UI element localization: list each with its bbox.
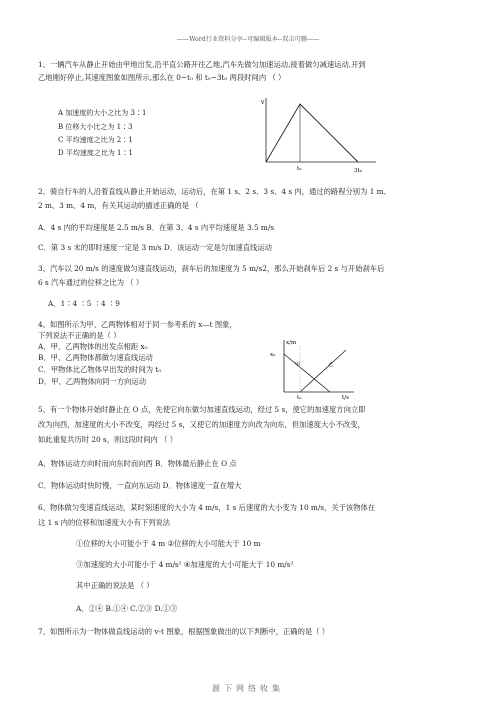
q2-line1: 2、骑自行车的人沿着直线从静止开始运动，运动后，在第 1 s、2 s、3 s、4 s 内，通过的路程分别为 1 m、 bbox=[38, 187, 391, 196]
q4-line-jia bbox=[284, 354, 330, 392]
q4-option-d: D．甲、乙两物体向同一方向运动 bbox=[38, 377, 147, 386]
q5-line4: A．物体运动方向时而向东时而向西 B．物体最后静止在 O 点 bbox=[38, 459, 237, 468]
q6-prompt: 其中正确的说法是 （ ） bbox=[76, 581, 154, 590]
q4-option-a: A．甲、乙两物体的出发点相距 x₀ bbox=[38, 342, 148, 351]
q1-line2: 乙地刚好停止,其速度图象如图所示,那么在 0~t₀ 和 t₀~3t₀ 两段时间内 （ ） bbox=[38, 73, 286, 82]
page-footer: 源下网络收集 bbox=[212, 684, 284, 693]
q2-line3: A．4 s 内的平均速度是 2.5 m/s B．在第 3、4 s 内平均速度是 3.5 m/s bbox=[38, 223, 275, 232]
q1-velocity-graph bbox=[258, 94, 378, 176]
q4-x-label: x/m bbox=[286, 340, 297, 346]
q3-line1: 3、汽车以 20 m/s 的速度做匀速直线运动，刹车后的加速度为 5 m/s2，那么开始刹车后 2 s 与开始刹车后 bbox=[38, 264, 385, 273]
q6-statement-3-4: ③加速度的大小可能小于 4 m/s² ④加速度的大小可能大于 10 m/s² bbox=[76, 560, 294, 569]
q1-option-b: B 位移大小比之为 1∶3 bbox=[58, 123, 133, 131]
q2-line4: C．第 3 s 末的即时速度一定是 3 m/s D．该运动一定是匀加速直线运动 bbox=[38, 243, 272, 252]
q5-line3: 如此重复共历时 20 s，则这段时间内 （ ） bbox=[38, 435, 178, 444]
q1-t0-label: t₀ bbox=[297, 166, 302, 172]
q6-options: A．②④ B.①④ C.②③ D.①③ bbox=[76, 604, 178, 613]
q4-jia-label: 甲 bbox=[295, 362, 301, 368]
q1-v-label: v bbox=[261, 99, 265, 106]
q6-line2: 这 1 s 内的位移和加速度大小有下列说法 bbox=[38, 518, 171, 527]
q1-3t0-label: 3t₀ bbox=[354, 168, 362, 174]
q1-velocity-line bbox=[266, 104, 358, 162]
q3-options: A．1∶4 ∶5 ∶4 ∶9 bbox=[48, 299, 120, 308]
page-header: ——Word行业资料分享--可编辑版本--双击可删—— bbox=[176, 36, 320, 43]
q2-line2: 2 m、3 m、4 m，有关其运动的描述正确的是 （ bbox=[38, 201, 199, 210]
q4-line1: 4、如图所示为甲、乙两物体相对于同一参考系的 x—t 图象， bbox=[38, 320, 237, 329]
q6-line1: 6、物体做匀变速直线运动，某时刻速度的大小为 4 m/s，1 s 后速度的大小变为 10 m/s，关于该物体在 bbox=[38, 503, 376, 512]
q7-line1: 7、如图所示为一物体做直线运动的 v-t 图象，根据图象做出的以下判断中，正确的是（ ） bbox=[38, 627, 330, 636]
q1-option-d: D 平均速度之比为 1∶1 bbox=[58, 149, 133, 157]
q4-line2: 下列说法不正确的是（ ） bbox=[38, 331, 121, 340]
q4-position-graph bbox=[268, 336, 358, 402]
q1-option-a: A 加速度的大小之比为 3∶1 bbox=[58, 109, 147, 117]
q4-yi-label: 乙 bbox=[328, 362, 334, 368]
q6-statement-1-2: ①位移的大小可能小于 4 m ②位移的大小可能大于 10 m bbox=[76, 539, 261, 548]
q4-x0-label: x₀ bbox=[270, 352, 276, 358]
q4-option-b: B．甲、乙两物体都做匀速直线运动 bbox=[38, 353, 153, 362]
q3-line2: 6 s 汽车通过的位移之比为 （ ） bbox=[38, 278, 144, 287]
q4-option-c: C．甲物体比乙物体早出发的时间为 t₀ bbox=[38, 365, 162, 374]
q5-line2: 改为向西，加速度的大小不改变，再经过 5 s，又使它的加速度方向改为向东，但加速度大小不改变， bbox=[38, 420, 365, 429]
q4-t0-label: t₀ bbox=[297, 395, 302, 401]
q5-line1: 5、有一个物体开始时静止在 O 点，先使它向东做匀加速直线运动，经过 5 s，使它的加速度方向立即 bbox=[38, 405, 366, 414]
q4-t-label: t/s bbox=[342, 395, 349, 401]
q1-line1: 1、一辆汽车从静止开始由甲地出发,沿平直公路开往乙地,汽车先做匀加速运动,接着做匀减速运动,开到 bbox=[38, 60, 366, 69]
q5-line5: C．物体运动时快时慢，一直向东运动 D．物体速度一直在增大 bbox=[38, 481, 242, 490]
q1-option-c: C 平均速度之比为 2∶1 bbox=[58, 136, 133, 144]
